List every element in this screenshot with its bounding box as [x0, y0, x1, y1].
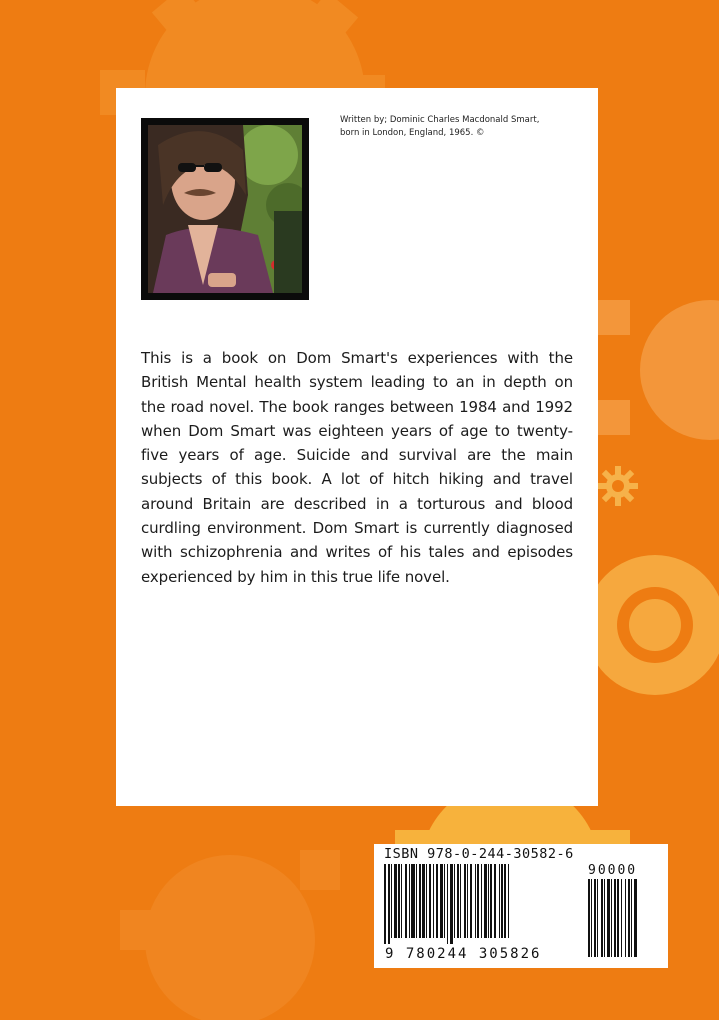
barcode-bar: [433, 864, 434, 938]
barcode-bar: [601, 879, 603, 957]
barcode-bar: [464, 864, 466, 938]
barcode-bar: [607, 879, 610, 957]
barcode-bars: [384, 864, 580, 950]
gear-icon: [0, 800, 340, 1020]
barcode-bar: [398, 864, 400, 938]
barcode-bar: [614, 879, 616, 957]
barcode-bar: [419, 864, 421, 938]
barcode-bar: [484, 864, 487, 938]
barcode-bar: [447, 864, 448, 944]
barcode-bar: [384, 864, 386, 944]
barcode-bar: [401, 864, 402, 938]
back-cover-panel: [116, 88, 598, 806]
barcode-bar: [508, 864, 509, 938]
barcode-bar: [429, 864, 431, 938]
barcode-bar: [405, 864, 407, 938]
barcode-bar: [475, 864, 476, 938]
barcode-bar: [594, 879, 596, 957]
barcode-bar: [588, 879, 590, 957]
barcode-bar: [409, 864, 410, 938]
credit-line-2: born in London, England, 1965. ©: [340, 128, 485, 138]
barcode-bar: [440, 864, 443, 938]
barcode-bar: [488, 864, 489, 938]
author-portrait-icon: [148, 125, 302, 293]
barcode-bar: [631, 879, 632, 957]
book-blurb: This is a book on Dom Smart's experiences with the British Mental health system leading to an in depth on the road novel. The book ranges between 1984 and 1992 when Dom Smart was eighteen years of age to twenty-five years of age. Suicide and survival are the main subjects of this book. A lot of hitch hiking and travel around Britain are described in a torturous and blood curdling environment. Dom Smart is currently diagnosed with schizophrenia and writes of his tales and episodes experienced by him in this true life novel.: [141, 349, 573, 586]
barcode-bar: [481, 864, 482, 938]
barcode-bar: [591, 879, 592, 957]
barcode-bar: [490, 864, 492, 938]
credit-line-1: Written by; Dominic Charles Macdonald Smart,: [340, 115, 540, 125]
barcode-bar: [470, 864, 472, 938]
barcode-bar: [416, 864, 417, 938]
barcode-bar: [394, 864, 397, 938]
barcode-digits: 9 780244 305826: [385, 946, 542, 962]
barcode-bar: [426, 864, 427, 938]
barcode-bar: [597, 879, 598, 957]
barcode-addon-bars: [588, 879, 654, 961]
barcode-bar: [391, 864, 392, 938]
barcode-bar: [634, 879, 637, 957]
barcode-bar: [467, 864, 468, 938]
barcode-bar: [617, 879, 619, 957]
barcode-bar: [411, 864, 415, 938]
author-credit: [340, 114, 584, 140]
gear-icon: [595, 530, 719, 730]
barcode-bar: [604, 879, 605, 957]
barcode-bar: [499, 864, 500, 938]
barcode-bar: [504, 864, 506, 938]
barcode-bar: [388, 864, 390, 944]
barcode-bar: [457, 864, 459, 938]
barcode-bar: [436, 864, 438, 938]
gear-icon: [590, 260, 719, 480]
author-portrait-photo: [148, 125, 302, 293]
barcode-bar: [444, 864, 445, 938]
barcode-bar: [501, 864, 503, 938]
barcode-bar: [460, 864, 461, 938]
author-photo-frame: [141, 118, 309, 300]
barcode-bar: [494, 864, 496, 938]
barcode-bar: [611, 879, 612, 957]
barcode-bar: [621, 879, 622, 957]
barcode-bar: [628, 879, 630, 957]
barcode-addon-digits: 90000: [588, 863, 638, 878]
isbn-label: ISBN 978-0-244-30582-6: [384, 846, 574, 862]
isbn-barcode: [374, 844, 668, 968]
barcode-bar: [477, 864, 479, 938]
gear-icon: [598, 466, 638, 506]
barcode-bar: [450, 864, 453, 944]
barcode-bar: [422, 864, 425, 938]
barcode-bar: [454, 864, 455, 938]
barcode-bar: [625, 879, 626, 957]
